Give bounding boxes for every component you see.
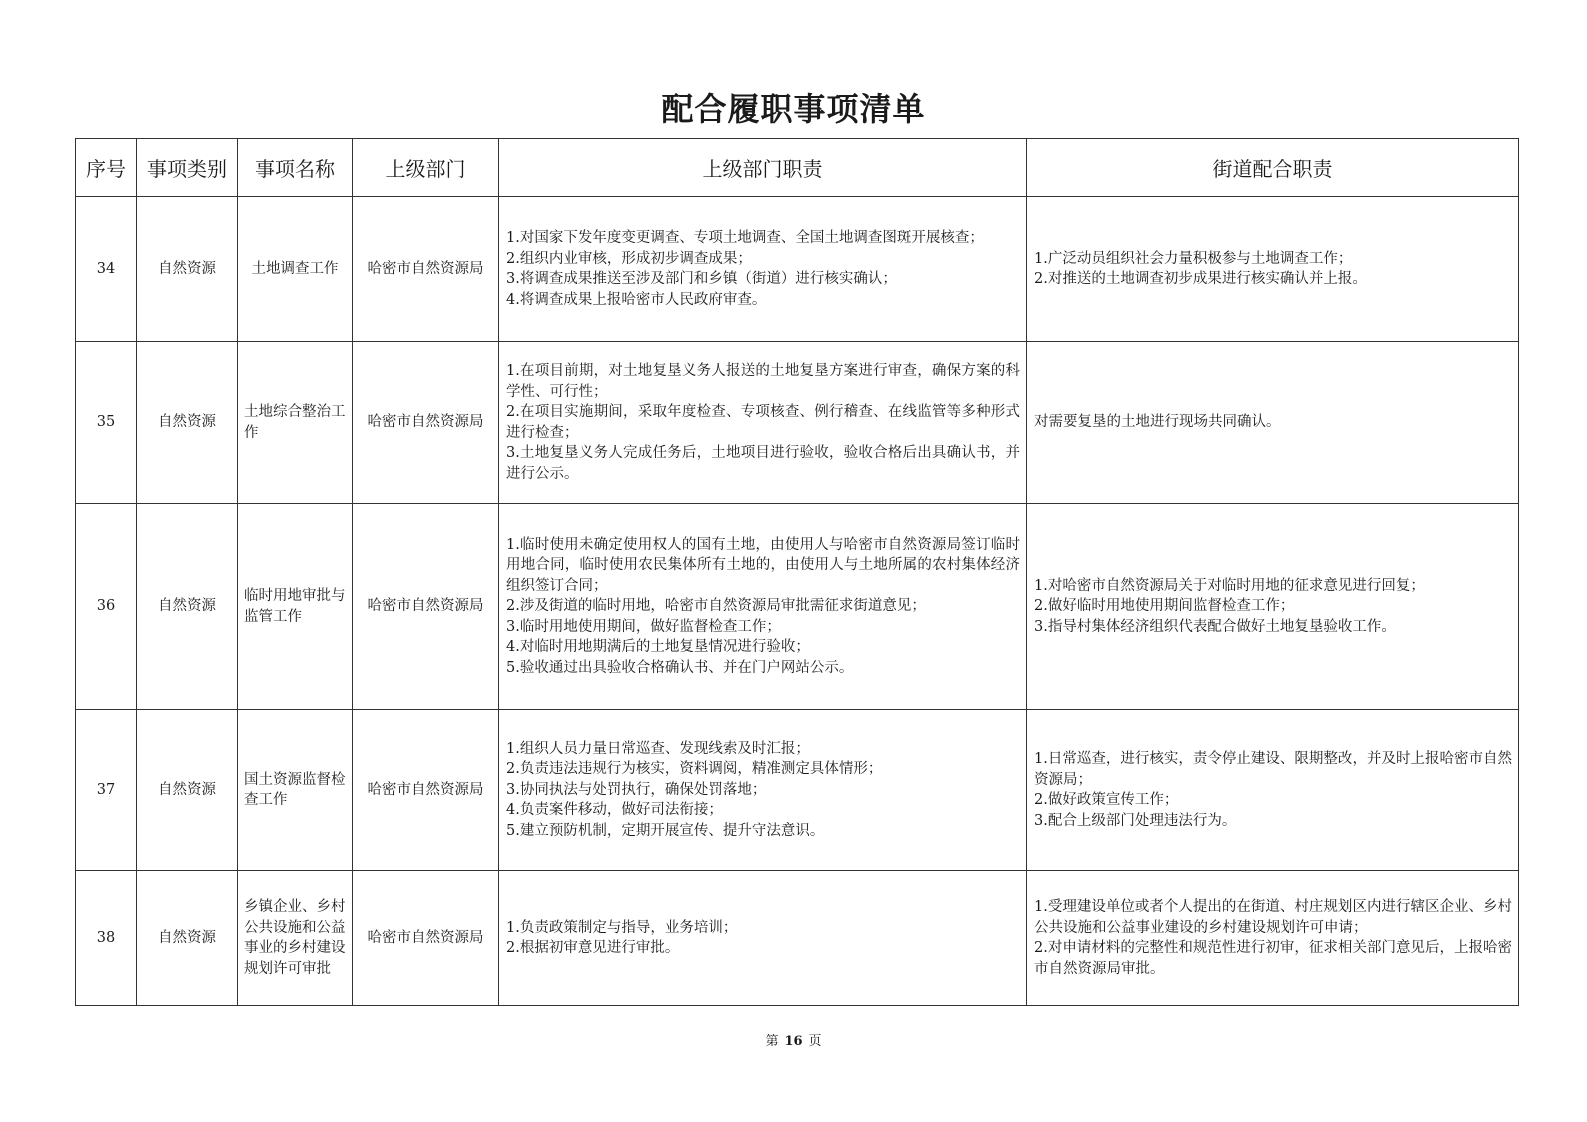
row-num: 38 — [76, 871, 137, 1006]
duty-item: 2.对申请材料的完整性和规范性进行初审，征求相关部门意见后，上报哈密市自然资源局审批。 — [1034, 940, 1512, 977]
header-num: 序号 — [76, 139, 137, 197]
page-number: 16 — [784, 1034, 803, 1049]
duty-item: 3.协同执法与处罚执行，确保处罚落地； — [506, 781, 767, 798]
table-row — [76, 504, 1519, 710]
duty-item: 2.做好政策宣传工作； — [1034, 792, 1179, 808]
row-category: 自然资源 — [137, 197, 238, 342]
duty-item: 1.在项目前期，对土地复垦义务人报送的土地复垦方案进行审查，确保方案的科学性、可行性； — [506, 363, 1020, 400]
duty-item: 4.将调查成果上报哈密市人民政府审查。 — [506, 291, 767, 308]
duty-item: 2.对推送的土地调查初步成果进行核实确认并上报。 — [1034, 271, 1367, 287]
duty-item: 2.负责违法违规行为核实，资料调阅，精准测定具体情形； — [506, 761, 883, 778]
header-category: 事项类别 — [137, 139, 238, 197]
row-dept-duty — [499, 710, 1027, 871]
row-street-duty — [1027, 710, 1519, 871]
duty-table — [75, 138, 1519, 1006]
table-header-row — [76, 139, 1519, 197]
page-suffix: 页 — [808, 1034, 822, 1049]
duty-item: 3.将调查成果推送至涉及部门和乡镇（街道）进行核实确认； — [506, 271, 897, 287]
duty-item: 对需要复垦的土地进行现场共同确认。 — [1034, 414, 1281, 431]
row-name: 国土资源监督检查工作 — [238, 710, 353, 871]
duty-item: 4.对临时用地期满后的土地复垦情况进行验收； — [506, 639, 810, 656]
duty-item: 3.配合上级部门处理违法行为。 — [1034, 812, 1237, 829]
row-name: 土地综合整治工作 — [238, 342, 353, 504]
duty-item: 1.对国家下发年度变更调查、专项土地调查、全国土地调查图斑开展核查； — [506, 230, 984, 246]
header-street-duty: 街道配合职责 — [1027, 139, 1519, 197]
row-dept-duty — [499, 504, 1027, 710]
duty-item: 4.负责案件移动，做好司法衔接； — [506, 802, 723, 819]
table-row — [76, 197, 1519, 342]
duty-item: 1.日常巡查，进行核实，责令停止建设、限期整改，并及时上报哈密市自然资源局； — [1034, 751, 1512, 788]
document-title: 配合履职事项清单 — [661, 90, 926, 128]
duty-item: 1.临时使用未确定使用权人的国有土地，由使用人与哈密市自然资源局签订临时用地合同，临时使用农民集体所有土地的，由使用人与土地所属的农村集体经济组织签订合同； — [506, 536, 1020, 594]
row-category: 自然资源 — [137, 710, 238, 871]
row-street-duty — [1027, 197, 1519, 342]
row-name: 土地调查工作 — [238, 197, 353, 342]
header-dept-duty: 上级部门职责 — [499, 139, 1027, 197]
duty-item: 3.临时用地使用期间，做好监督检查工作； — [506, 618, 781, 635]
row-street-duty — [1027, 342, 1519, 504]
table-row — [76, 871, 1519, 1006]
row-num: 35 — [76, 342, 137, 504]
row-street-duty — [1027, 871, 1519, 1006]
table-row — [76, 710, 1519, 871]
row-dept: 哈密市自然资源局 — [353, 197, 499, 342]
duty-item: 1.对哈密市自然资源局关于对临时用地的征求意见进行回复； — [1034, 577, 1425, 594]
duty-item: 3.指导村集体经济组织代表配合做好土地复垦验收工作。 — [1034, 618, 1396, 635]
row-dept-duty — [499, 342, 1027, 504]
duty-item: 1.负责政策制定与指导，业务培训； — [506, 919, 738, 936]
table-row — [76, 342, 1519, 504]
duty-item: 2.涉及街道的临时用地，哈密市自然资源局审批需征求街道意见； — [506, 598, 926, 615]
row-dept: 哈密市自然资源局 — [353, 342, 499, 504]
duty-item: 2.在项目实施期间，采取年度检查、专项核查、例行稽查、在线监管等多种形式进行检查； — [506, 404, 1020, 441]
duty-item: 5.建立预防机制，定期开展宣传、提升守法意识。 — [506, 822, 825, 839]
duty-item: 2.组织内业审核，形成初步调查成果； — [506, 250, 752, 267]
header-name: 事项名称 — [238, 139, 353, 197]
duty-item: 1.组织人员力量日常巡查、发现线索及时汇报； — [506, 740, 810, 757]
page-prefix: 第 — [765, 1034, 779, 1049]
row-dept-duty — [499, 197, 1027, 342]
header-dept: 上级部门 — [353, 139, 499, 197]
page-footer — [0, 1030, 1587, 1049]
duty-item: 2.做好临时用地使用期间监督检查工作； — [1034, 598, 1295, 615]
row-name: 临时用地审批与监管工作 — [238, 504, 353, 710]
row-num: 34 — [76, 197, 137, 342]
row-dept: 哈密市自然资源局 — [353, 871, 499, 1006]
row-category: 自然资源 — [137, 342, 238, 504]
duty-item: 1.受理建设单位或者个人提出的在街道、村庄规划区内进行辖区企业、乡村公共设施和公益事业建设的乡村建设规划许可申请； — [1034, 899, 1512, 936]
duty-item: 2.根据初审意见进行审批。 — [506, 940, 680, 956]
row-street-duty — [1027, 504, 1519, 710]
row-name: 乡镇企业、乡村公共设施和公益事业的乡村建设规划许可审批 — [238, 871, 353, 1006]
row-dept: 哈密市自然资源局 — [353, 710, 499, 871]
row-category: 自然资源 — [137, 871, 238, 1006]
row-category: 自然资源 — [137, 504, 238, 710]
row-dept-duty — [499, 871, 1027, 1006]
duty-item: 1.广泛动员组织社会力量积极参与土地调查工作； — [1034, 250, 1353, 267]
row-dept: 哈密市自然资源局 — [353, 504, 499, 710]
duty-item: 5.验收通过出具验收合格确认书、并在门户网站公示。 — [506, 659, 854, 676]
row-num: 36 — [76, 504, 137, 710]
duty-item: 3.土地复垦义务人完成任务后，土地项目进行验收，验收合格后出具确认书，并进行公示。 — [506, 445, 1020, 482]
row-num: 37 — [76, 710, 137, 871]
